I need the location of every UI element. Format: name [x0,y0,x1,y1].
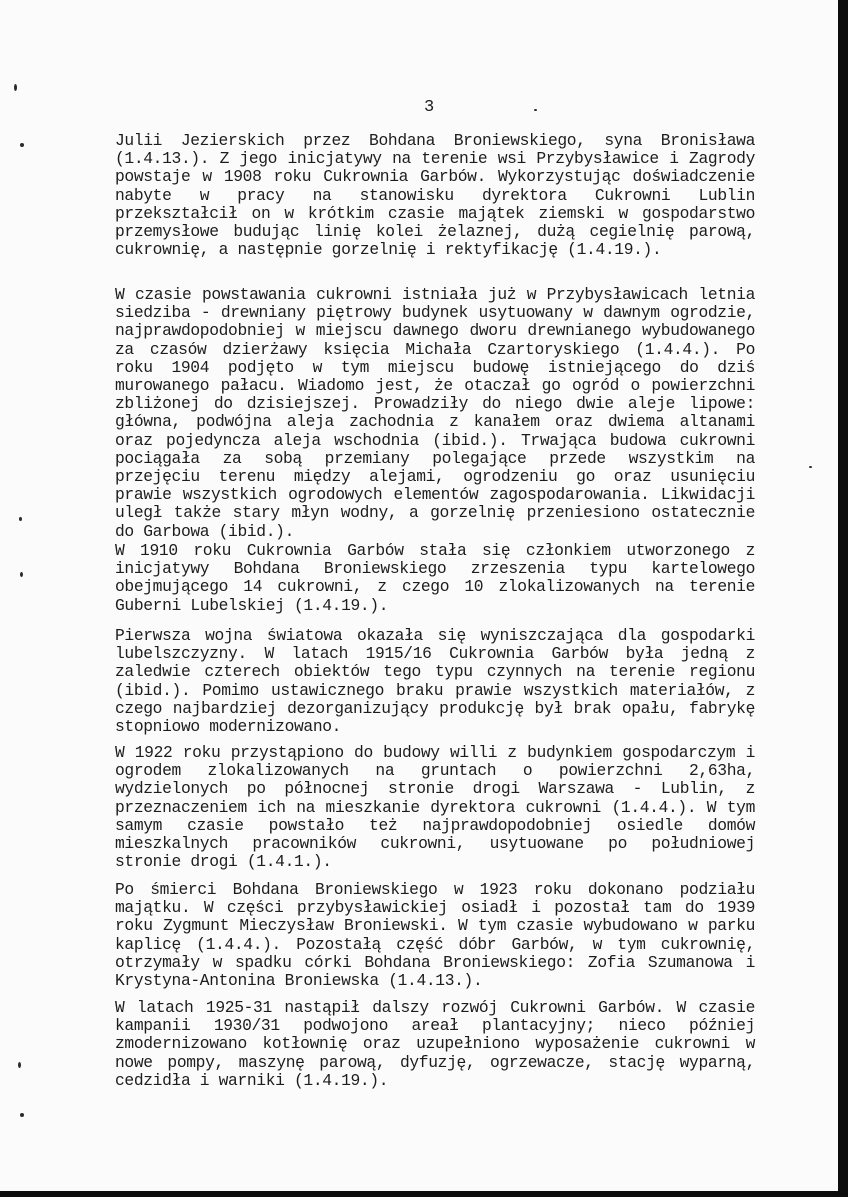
paragraph: W latach 1925-31 nastąpił dalszy rozwój Cukrowni Garbów. W czasie kampanii 1930/31 podwojono areał plantacyjny; nieco później zmodernizowano kotłownię oraz uzupełniono wyposażenie cukrowni w nowe pompy, maszynę parową, dyfuzję, ogrzewacze, stację wyparną, cedzidła i warniki (1.4.19.). [115,998,755,1090]
page-number: 3 [424,98,435,117]
paragraph: Po śmierci Bohdana Broniewskiego w 1923 roku dokonano podziału majątku. W części przybysławickiej osiadł i pozostał tam do 1939 roku Zygmunt Mieczysław Broniewski. W tym czasie wybudowano w parku kaplicę (1.4.4.). Pozostałą część dóbr Garbów, w tym cukrownię, otrzymały w spadku córki Bohdana Broniewskiego: Zofia Szumanowa i Krystyna-Antonina Broniewska (1.4.13.). [115,880,755,991]
scan-speck [20,143,24,147]
scan-speck [14,84,17,91]
paragraph: Julii Jezierskich przez Bohdana Broniewskiego, syna Bronisława (1.4.13.). Z jego inicjatywy na terenie wsi Przybysławice i Zagrody powstaje w 1908 roku Cukrownia Garbów. Wykorzystując doświadczenie nabyte w pracy na stanowisku dyrektora Cukrowni Lublin przekształcił on w krótkim czasie majątek ziemski w gospodarstwo przemysłowe budując linię kolei żelaznej, dużą cegielnię parową, cukrownię, a następnie gorzelnię i rektyfikację (1.4.19.). [115,131,755,260]
paragraph: W 1922 roku przystąpiono do budowy willi z budynkiem gospodarczym i ogrodem zlokalizowanych na gruntach o powierzchni 2,63ha, wydzielonych po północnej stronie drogi Warszawa - Lublin, z przeznaczeniem ich na mieszkanie dyrektora cukrowni (1.4.4.). W tym samym czasie powstało też najprawdopodobniej osiedle domów mieszkalnych pracowników cukrowni, usytuowane po południowej stronie drogi (1.4.1.). [115,743,755,872]
scan-speck [19,517,22,521]
paragraph: W czasie powstawania cukrowni istniała już w Przybysławicach letnia siedziba - drewniany piętrowy budynek usytuowany w dawnym ogrodzie, najprawdopodobniej w miejscu dawnego dworu drewnianego wybudowanego za czasów dzierżawy księcia Michała Czartoryskiego (1.4.4.). Po roku 1904 podjęto w tym miejscu budowę istniejącego do dziś murowanego pałacu. Wiadomo jest, że otaczał go ogród o powierzchni zbliżonej do dzisiejszej. Prowadziły do niego dwie aleje lipowe: główna, podwójna aleja zachodnia z kanałem oraz dwiema altanami oraz pojedyncza aleja wschodnia (ibid.). Trwająca budowa cukrowni pociągała za sobą przemiany polegające przede wszystkim na przejęciu terenu między alejami, ogrodzeniu go oraz usunięciu prawie wszystkich ogrodowych elementów zagospodarowania. Likwidacji uległ także stary młyn wodny, a gorzelnię przeniesiono ostatecznie do Garbowa (ibid.). [115,285,755,541]
scan-speck [20,1113,24,1117]
scan-speck [534,109,537,111]
scan-speck [18,1062,21,1068]
scan-speck [20,572,23,577]
paragraph: W 1910 roku Cukrownia Garbów stała się członkiem utworzonego z inicjatywy Bohdana Broniewskiego zrzeszenia typu kartelowego obejmującego 14 cukrowni, z czego 10 zlokalizowanych na terenie Guberni Lubelskiej (1.4.19.). [115,541,755,615]
paragraph: Pierwsza wojna światowa okazała się wyniszczająca dla gospodarki lubelszczyzny. W latach 1915/16 Cukrownia Garbów była jedną z zaledwie czterech obiektów tego typu czynnych na terenie regionu (ibid.). Pomimo ustawicznego braku prawie wszystkich materiałów, z czego najbardziej dezorganizujący produkcję był brak opału, fabrykę stopniowo modernizowano. [115,626,755,737]
scan-speck [809,466,812,468]
